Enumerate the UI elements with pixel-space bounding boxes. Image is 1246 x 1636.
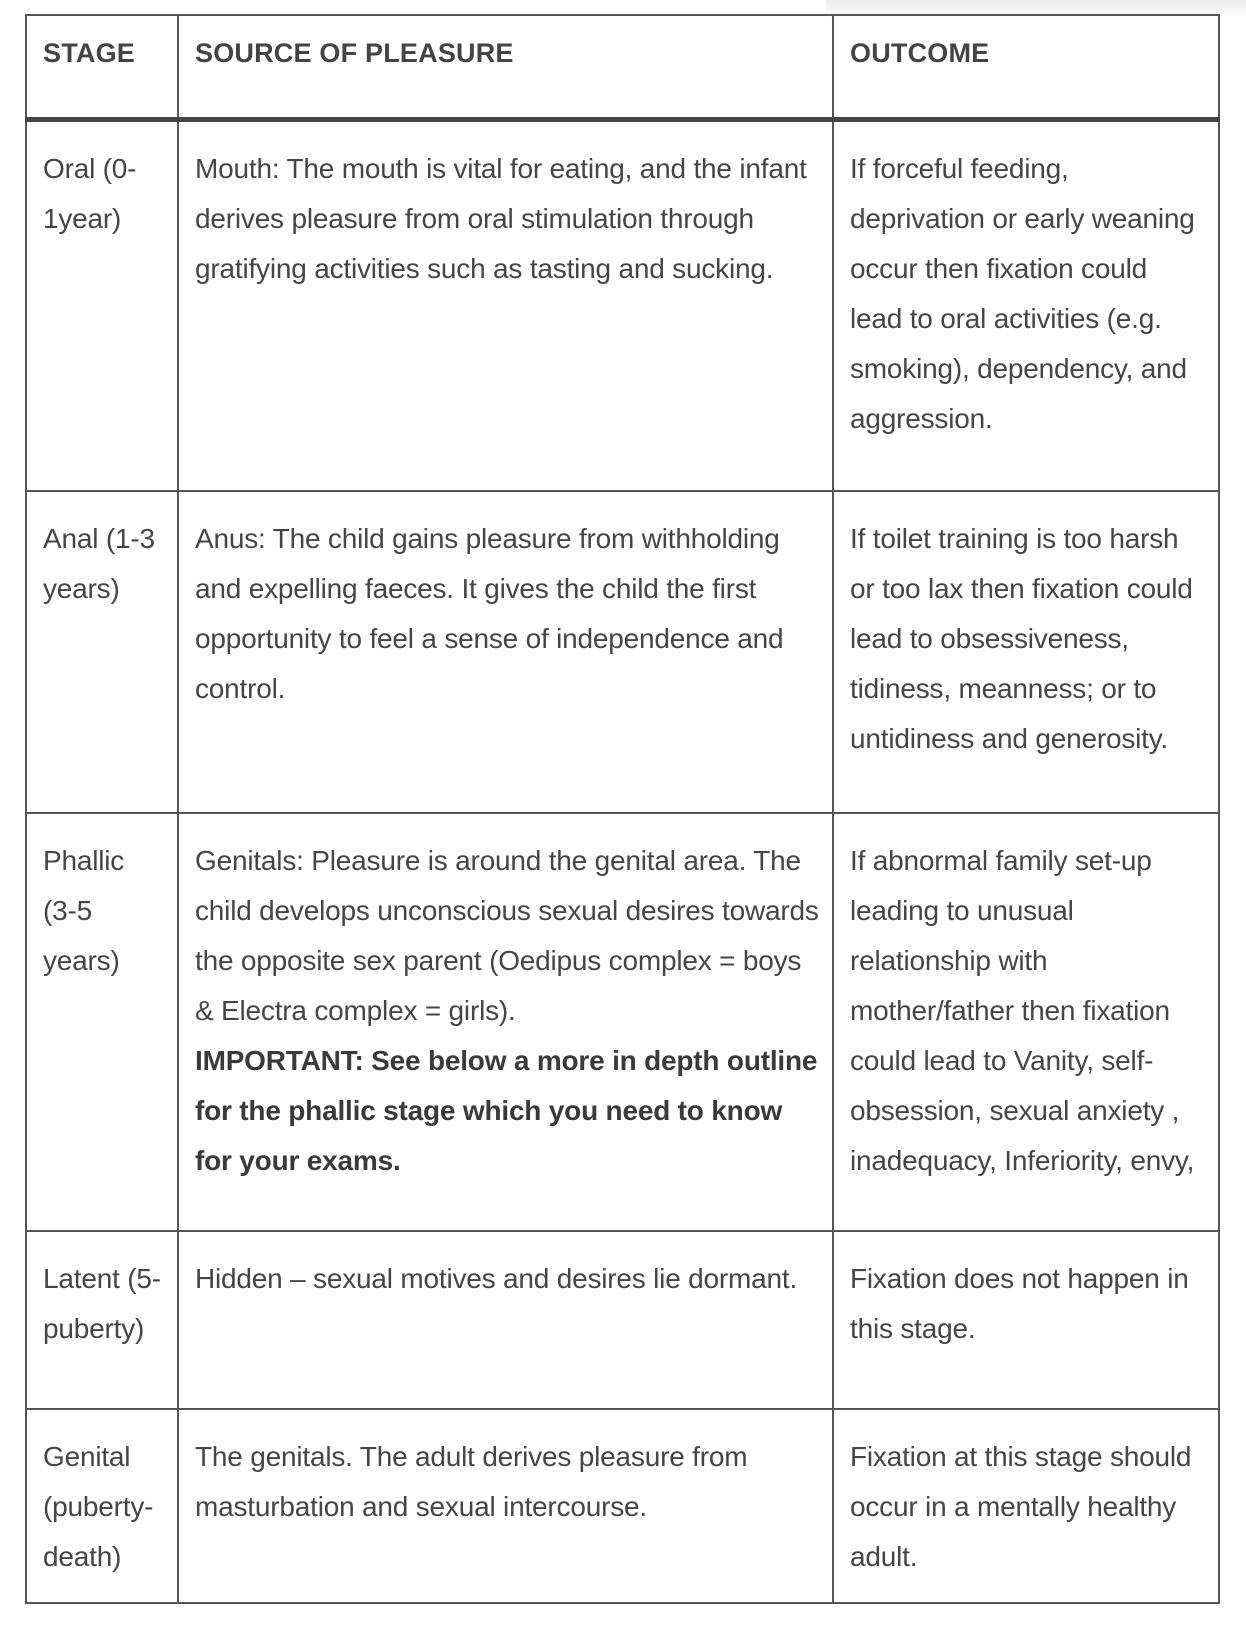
source-text: Mouth: The mouth is vital for eating, and the infant derives pleasure from oral stimulation through gratifying activities such as tasting and sucking. [195, 153, 807, 284]
source-text: Genitals: Pleasure is around the genital area. The child develops unconscious sexual desires towards the opposite sex parent (Oedipus complex = boys & Electra complex = girls). [195, 845, 819, 1026]
source-cell [178, 1231, 833, 1409]
psychosexual-stages-table [25, 14, 1220, 1604]
outcome-cell: Fixation at this stage should occur in a mentally healthy adult. [833, 1409, 1219, 1603]
header-row [26, 15, 1219, 120]
source-text: The genitals. The adult derives pleasure from masturbation and sexual intercourse. [195, 1441, 748, 1522]
source-cell [178, 491, 833, 813]
outcome-cell: If toilet training is too harsh or too lax then fixation could lead to obsessiveness, tidiness, meanness; or to untidiness and generosity. [833, 491, 1219, 813]
source-text: Anus: The child gains pleasure from withholding and expelling faeces. It gives the child the first opportunity to feel a sense of independence and control. [195, 523, 784, 704]
outcome-cell: Fixation does not happen in this stage. [833, 1231, 1219, 1409]
source-cell [178, 813, 833, 1231]
stage-cell: Latent (5-puberty) [26, 1231, 178, 1409]
source-cell [178, 1409, 833, 1603]
table-header [26, 15, 1219, 120]
table-row [26, 1231, 1219, 1409]
table-body [26, 120, 1219, 1604]
outcome-cell: If abnormal family set-up leading to unusual relationship with mother/father then fixation could lead to Vanity, self-obsession, sexual anxiety , inadequacy, Inferiority, envy, [833, 813, 1219, 1231]
stage-cell: Oral (0-1year) [26, 120, 178, 492]
table-row [26, 120, 1219, 492]
important-note: IMPORTANT: See below a more in depth outline for the phallic stage which you need to know for your exams. [195, 1045, 818, 1176]
table-row [26, 813, 1219, 1231]
header-stage: STAGE [26, 15, 178, 120]
header-outcome: OUTCOME [833, 15, 1219, 120]
stage-cell: Genital (puberty-death) [26, 1409, 178, 1603]
outcome-cell: If forceful feeding, deprivation or early weaning occur then fixation could lead to oral activities (e.g. smoking), dependency, and aggression. [833, 120, 1219, 492]
stage-cell: Phallic (3-5 years) [26, 813, 178, 1231]
header-source-of-pleasure: SOURCE OF PLEASURE [178, 15, 833, 120]
table-row [26, 491, 1219, 813]
stage-cell: Anal (1-3 years) [26, 491, 178, 813]
table-row [26, 1409, 1219, 1603]
source-cell [178, 120, 833, 492]
source-text: Hidden – sexual motives and desires lie dormant. [195, 1263, 798, 1294]
